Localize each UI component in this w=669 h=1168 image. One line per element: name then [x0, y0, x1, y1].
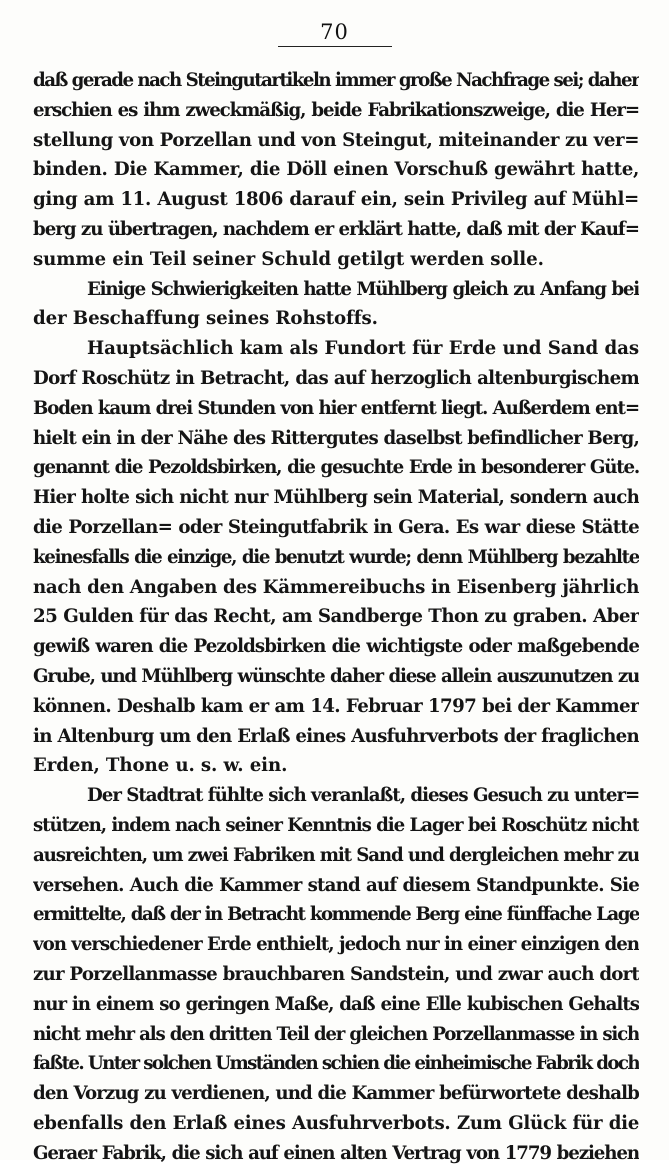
text-line: hielt ein in der Nähe des Rittergutes daselbst befindlicher Berg, [33, 427, 639, 449]
text-line: Boden kaum drei Stunden von hier entfernt liegt. Außerdem ent= [33, 397, 639, 419]
text-line: summe ein Teil seiner Schuld getilgt werden solle. [33, 248, 544, 270]
text-line: Einige Schwierigkeiten hatte Mühlberg gleich zu Anfang bei [87, 278, 639, 300]
text-line: der Beschaffung seines Rohstoffs. [33, 308, 378, 330]
text-line: ausreichten, um zwei Fabriken mit Sand und dergleichen mehr zu [33, 844, 639, 866]
text-line: nach den Angaben des Kämmereibuchs in Eisenberg jährlich [33, 576, 639, 598]
text-line: berg zu übertragen, nachdem er erklärt hatte, daß mit der Kauf= [33, 218, 639, 240]
text-line: keinesfalls die einzige, die benutzt wurde; denn Mühlberg bezahlte [33, 546, 639, 568]
text-line: Erden, Thone u. s. w. ein. [33, 755, 288, 777]
text-line: faßte. Unter solchen Umständen schien die einheimische Fabrik doch [33, 1053, 639, 1075]
text-line: den Vorzug zu verdienen, und die Kammer befürwortete deshalb [33, 1083, 639, 1105]
text-line: nur in einem so geringen Maße, daß eine Elle kubischen Gehalts [33, 993, 639, 1015]
text-line: Geraer Fabrik, die sich auf einen alten Vertrag von 1779 beziehen [33, 1142, 639, 1164]
text-line: stützen, indem nach seiner Kenntnis die Lager bei Roschütz nicht [33, 814, 639, 836]
text-line: können. Deshalb kam er am 14. Februar 1797 bei der Kammer [33, 695, 639, 717]
text-line: genannt die Pezoldsbirken, die gesuchte Erde in besonderer Güte. [33, 457, 639, 479]
text-line: versehen. Auch die Kammer stand auf diesem Standpunkte. Sie [33, 874, 639, 896]
text-line: Der Stadtrat fühlte sich veranlaßt, dieses Gesuch zu unter= [87, 785, 639, 807]
text-line: nicht mehr als den dritten Teil der gleichen Porzellanmasse in sich [33, 1023, 639, 1045]
text-line: ermittelte, daß der in Betracht kommende Berg eine fünffache Lage [33, 904, 639, 926]
body-text [33, 66, 639, 1168]
text-line: Hier holte sich nicht nur Mühlberg sein Material, sondern auch [33, 487, 639, 509]
text-line: binden. Die Kammer, die Döll einen Vorschuß gewährt hatte, [33, 159, 639, 181]
text-line: die Porzellan= oder Steingutfabrik in Gera. Es war diese Stätte [33, 516, 639, 538]
text-line: stellung von Porzellan und von Steingut, miteinander zu ver= [33, 129, 639, 151]
text-line: erschien es ihm zweckmäßig, beide Fabrikationszweige, die Her= [33, 99, 639, 121]
text-line: Dorf Roschütz in Betracht, das auf herzoglich altenburgischem [33, 367, 639, 389]
text-line: von verschiedener Erde enthielt, jedoch nur in einer einzigen den [33, 934, 639, 956]
header-rule [278, 46, 392, 47]
text-line: Hauptsächlich kam als Fundort für Erde und Sand das [87, 338, 639, 360]
text-line: gewiß waren die Pezoldsbirken die wichtigste oder maßgebende [33, 636, 639, 658]
text-line: Grube, und Mühlberg wünschte daher diese allein auszunutzen zu [33, 665, 639, 687]
text-line: 25 Gulden für das Recht, am Sandberge Thon zu graben. Aber [33, 606, 639, 628]
text-line: daß gerade nach Steingutartikeln immer große Nachfrage sei; daher [33, 70, 639, 91]
text-line: zur Porzellanmasse brauchbaren Sandstein, und zwar auch dort [33, 963, 639, 985]
text-line: ebenfalls den Erlaß eines Ausfuhrverbots. Zum Glück für die [33, 1112, 639, 1134]
text-line: in Altenburg um den Erlaß eines Ausfuhrverbots der fraglichen [33, 725, 639, 747]
page-number: 70 [320, 20, 349, 44]
text-line: ging am 11. August 1806 darauf ein, sein Privileg auf Mühl= [33, 189, 639, 211]
